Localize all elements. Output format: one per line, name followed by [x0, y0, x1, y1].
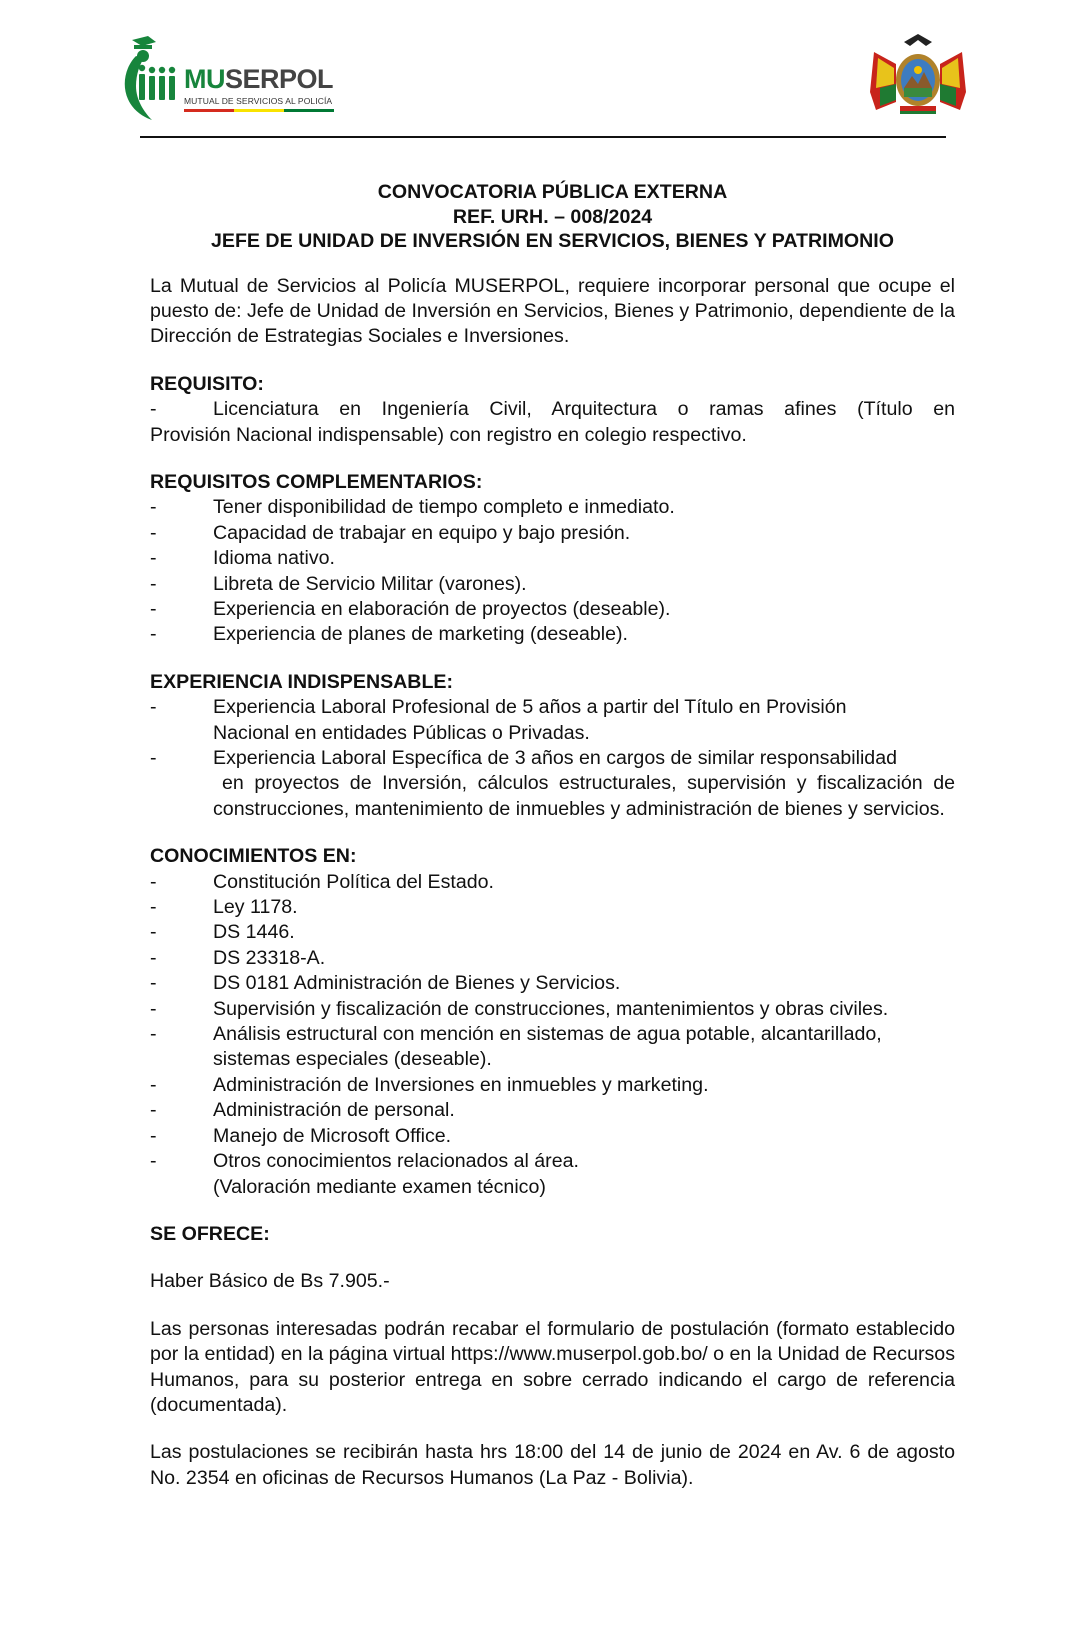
list-item: - Libreta de Servicio Militar (varones).	[150, 572, 527, 595]
conocimientos-heading: CONOCIMIENTOS EN:	[150, 845, 357, 868]
title-block	[120, 180, 985, 254]
list-item: - Ley 1178.	[150, 896, 298, 919]
salary-text: Haber Básico de Bs 7.905.-	[150, 1270, 390, 1293]
list-item: - Supervisión y fiscalización de construcciones, mantenimientos y obras civiles.	[150, 997, 889, 1020]
plazo-paragraph: Las postulaciones se recibirán hasta hrs 18:00 del 14 de junio de 2024 en Av. 6 de agosto No. 2354 en oficinas de Recursos Humanos (La Paz - Bolivia).	[150, 1441, 955, 1489]
list-item: - Análisis estructural con mención en sistemas de agua potable, alcantarillado, sistemas especiales (deseable).	[150, 1022, 955, 1073]
intro-paragraph: La Mutual de Servicios al Policía MUSERPOL, requiere incorporar personal que ocupe el puesto de: Jefe de Unidad de Inversión en Servicios, Bienes y Patrimonio, dependiente de la Dirección de Estrategias Sociales e Inversiones.	[150, 274, 955, 348]
logo-word-green: MU	[184, 64, 225, 94]
list-item: - DS 0181 Administración de Bienes y Servicios.	[150, 972, 621, 995]
experiencia-item-1-line-1: Experiencia Laboral Profesional de 5 años a partir del Título en Provisión	[213, 696, 847, 719]
logo-flag-stripe	[184, 109, 334, 112]
postulacion-paragraph: Las personas interesadas podrán recabar el formulario de postulación (formato establecido por la entidad) en la página virtual https://www.muserpol.gob.bo/ o en la Unidad de Recursos Humanos, para su posterior entrega en sobre cerrado indicando el cargo de referencia (documentada).	[150, 1317, 955, 1416]
experiencia-section	[150, 670, 955, 822]
complementarios-section	[150, 470, 955, 648]
experiencia-heading: EXPERIENCIA INDISPENSABLE:	[150, 670, 454, 693]
list-item: - DS 23318-A.	[150, 946, 326, 969]
header-divider	[140, 136, 946, 138]
requisito-line-1: Licenciatura en Ingeniería Civil, Arquitectura o ramas afines (Título en	[213, 398, 955, 421]
list-item: - Idioma nativo.	[150, 547, 335, 570]
ofrece-section	[150, 1222, 955, 1295]
experiencia-item-1-line-2: Nacional en entidades Públicas o Privadas.	[213, 721, 590, 744]
document-body	[150, 180, 955, 1491]
list-item: - Experiencia de planes de marketing (deseable).	[150, 623, 628, 646]
list-item: - Experiencia en elaboración de proyectos (deseable).	[150, 597, 671, 620]
analisis-line-1: Análisis estructural con mención en sistemas de agua potable, alcantarillado,	[213, 1023, 882, 1046]
conocimientos-note: (Valoración mediante examen técnico)	[213, 1175, 546, 1198]
list-item: - Manejo de Microsoft Office.	[150, 1124, 452, 1147]
title-reference: REF. URH. – 008/2024	[452, 205, 653, 228]
logo-subtitle: MUTUAL DE SERVICIOS AL POLICÍA	[184, 96, 333, 106]
ofrece-heading: SE OFRECE:	[150, 1222, 270, 1245]
logo-wordmark	[184, 66, 333, 93]
page-header	[0, 0, 1080, 140]
title-line-1: CONVOCATORIA PÚBLICA EXTERNA	[377, 181, 728, 203]
list-item: - Experiencia Laboral Específica de 3 años en cargos de similar responsabilidad en proyectos de Inversión, cálculos estructurales, supervisión y fiscalización de construcciones, mantenimiento de inmuebles y administración de bienes y servicios.	[150, 746, 955, 822]
list-item: - Administración de personal.	[150, 1099, 455, 1122]
list-item: - Experiencia Laboral Profesional de 5 años a partir del Título en Provisión Nacional en entidades Públicas o Privadas.	[150, 695, 955, 746]
requisito-heading: REQUISITO:	[150, 372, 264, 395]
analisis-line-2: sistemas especiales (deseable).	[213, 1048, 492, 1071]
requisito-line-2: Provisión Nacional indispensable) con registro en colegio respectivo.	[150, 423, 747, 446]
muserpol-logo	[122, 34, 352, 124]
bolivia-coat-of-arms-icon	[866, 32, 970, 116]
bullet-dash: -	[150, 398, 157, 421]
logo-word-gray: SERPOL	[225, 64, 334, 94]
conocimientos-section	[150, 844, 955, 1200]
muserpol-emblem-icon	[122, 34, 184, 122]
list-item: - DS 1446.	[150, 921, 295, 944]
title-position: JEFE DE UNIDAD DE INVERSIÓN EN SERVICIOS, BIENES Y PATRIMONIO	[210, 230, 894, 252]
list-item: - Capacidad de trabajar en equipo y bajo presión.	[150, 521, 631, 544]
experiencia-item-2-line-1: Experiencia Laboral Específica de 3 años en cargos de similar responsabilidad	[213, 747, 898, 769]
experiencia-item-2-rest: en proyectos de Inversión, cálculos estructurales, supervisión y fiscalización de construcciones, mantenimiento de inmuebles y administración de bienes y servicios.	[213, 772, 955, 820]
list-item	[150, 397, 955, 422]
list-item: - Tener disponibilidad de tiempo completo e inmediato.	[150, 496, 675, 519]
complementarios-heading: REQUISITOS COMPLEMENTARIOS:	[150, 470, 483, 493]
list-item: - Otros conocimientos relacionados al área.	[150, 1150, 579, 1173]
list-item: - Constitución Política del Estado.	[150, 870, 494, 893]
requisito-section	[150, 372, 955, 448]
list-item: - Administración de Inversiones en inmuebles y marketing.	[150, 1073, 709, 1096]
